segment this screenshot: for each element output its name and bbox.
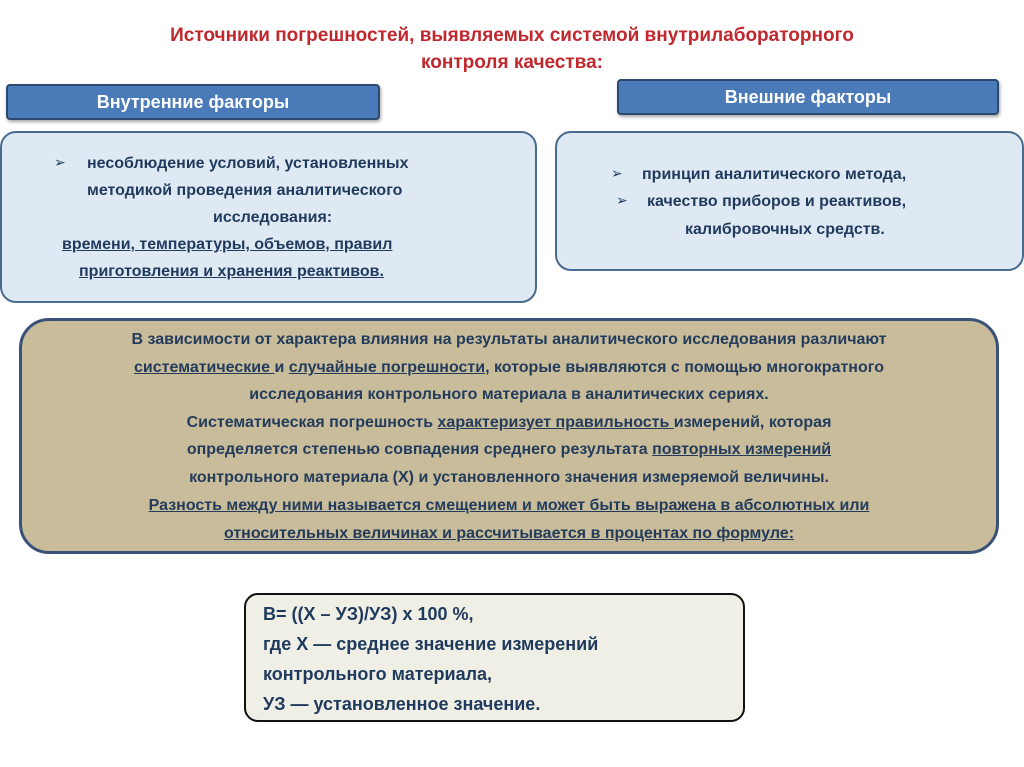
- arrow-bullet-icon: ➢: [54, 154, 66, 170]
- internal-detail-line-1: времени, температуры, объемов, правил: [62, 236, 393, 253]
- explanation-line-8: относительных величинах и рассчитывается в процентах по формуле:: [223, 525, 795, 542]
- formula-box: [244, 593, 745, 722]
- explanation-line-7: Разность между ними называется смещением и может быть выражена в абсолютных или: [148, 497, 870, 514]
- title-line-2: контроля качества:: [421, 52, 603, 73]
- explanation-line-6: контрольного материала (Х) и установленного значения измеряемой величины.: [189, 469, 829, 486]
- internal-bullet-line-3: исследования:: [213, 209, 333, 226]
- systematic-errors-link: систематические: [134, 359, 275, 376]
- formula-line-3: контрольного материала,: [263, 664, 493, 684]
- repeated-measurements-phrase: повторных измерений: [652, 441, 832, 458]
- explanation-line-4: Систематическая погрешность характеризует правильность измерений, которая: [186, 414, 832, 431]
- external-factors-panel: [555, 131, 1024, 271]
- title-line-1: Источники погрешностей, выявляемых системой внутрилабораторного: [170, 25, 854, 46]
- random-errors-link: случайные погрешности: [288, 359, 486, 376]
- formula-line-4: УЗ — установленное значение.: [263, 694, 541, 714]
- internal-bullet-line-1: несоблюдение условий, установленных: [87, 155, 409, 172]
- arrow-bullet-icon: ➢: [611, 165, 623, 181]
- external-factors-header: Внешние факторы: [617, 79, 999, 115]
- explanation-panel: [19, 318, 999, 554]
- internal-bullet-line-2: методикой проведения аналитического: [87, 182, 403, 199]
- external-item-2-line-1: качество приборов и реактивов,: [647, 193, 907, 210]
- external-item-1: принцип аналитического метода,: [642, 166, 907, 183]
- explanation-line-3: исследования контрольного материала в аналитических сериях.: [249, 386, 769, 403]
- internal-factors-header: Внутренние факторы: [6, 84, 380, 120]
- external-item-2-line-2: калибровочных средств.: [685, 221, 885, 238]
- explanation-line-1: В зависимости от характера влияния на результаты аналитического исследования различают: [131, 331, 887, 348]
- explanation-line-2: систематические и случайные погрешности, которые выявляются с помощью многократного: [134, 359, 884, 376]
- formula-line-2: где Х — среднее значение измерений: [263, 634, 599, 654]
- accuracy-phrase: характеризует правильность: [437, 414, 674, 431]
- page-title: [40, 22, 984, 76]
- formula-line-1: В= ((Х – УЗ)/УЗ) х 100 %,: [263, 604, 474, 624]
- internal-detail-line-2: приготовления и хранения реактивов.: [79, 263, 384, 280]
- internal-factors-panel: [0, 131, 537, 303]
- explanation-line-5: определяется степенью совпадения среднего результата повторных измерений: [186, 441, 832, 458]
- arrow-bullet-icon: ➢: [616, 192, 628, 208]
